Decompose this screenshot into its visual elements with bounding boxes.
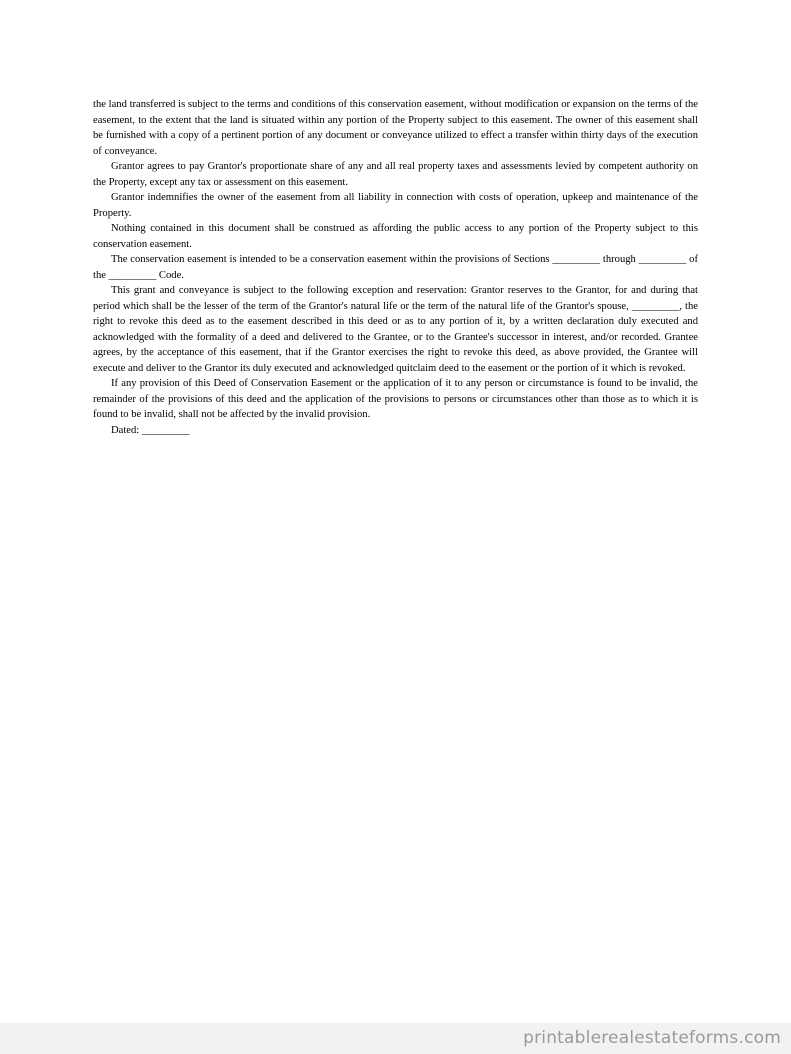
paragraph-continuation: the land transferred is subject to the terms and conditions of this conservation easement, without modification or expansion on the terms of the easement, to the extent that the land is situated within any portion of the Property subject to this easement. The owner of this easement shall be furnished with a copy of a pertinent portion of any document or conveyance utilized to effect a transfer within thirty days of the execution of conveyance. — [93, 99, 698, 157]
paragraph-public-access: Nothing contained in this document shall be construed as affording the public access to any portion of the Property subject to this conservation easement. — [93, 223, 698, 250]
paragraph-indemnity: Grantor indemnifies the owner of the easement from all liability in connection with costs of operation, upkeep and maintenance of the Property. — [93, 192, 698, 219]
paragraph-severability: If any provision of this Deed of Conservation Easement or the application of it to any person or circumstance is found to be invalid, the remainder of the provisions of this deed and the application of the provisions to persons or circumstances other than those as to which it is found to be invalid, shall not be affected by the invalid provision. — [93, 378, 698, 420]
footer-watermark: printablerealestateforms.com — [523, 1028, 781, 1048]
paragraph-code-sections: The conservation easement is intended to be a conservation easement within the provisions of Sections _________ through _________ of the _________ Code. — [93, 254, 698, 281]
document-body — [93, 97, 698, 438]
dated-line: Dated: _________ — [111, 424, 190, 436]
paragraph-reservation: This grant and conveyance is subject to the following exception and reservation: Grantor reserves to the Grantor, for and during that period which shall be the lesser of the term of the Grantor's natural life or the term of the natural life of the Grantor's spouse, _________, the right to revoke this deed as to the easement described in this deed or as to any portion of it, by a written declaration duly executed and acknowledged with the formality of a deed and delivered to the Grantee, or to the Grantee's successor in interest, and/or recorded. Grantee agrees, by the acceptance of this easement, that if the Grantor exercises the right to revoke this deed, as above provided, the Grantee will execute and deliver to the Grantor its duly executed and acknowledged quitclaim deed to the easement or the portion of it which is revoked. — [93, 285, 698, 374]
paragraph-taxes: Grantor agrees to pay Grantor's proportionate share of any and all real property taxes and assessments levied by competent authority on the Property, except any tax or assessment on this easement. — [93, 161, 698, 188]
